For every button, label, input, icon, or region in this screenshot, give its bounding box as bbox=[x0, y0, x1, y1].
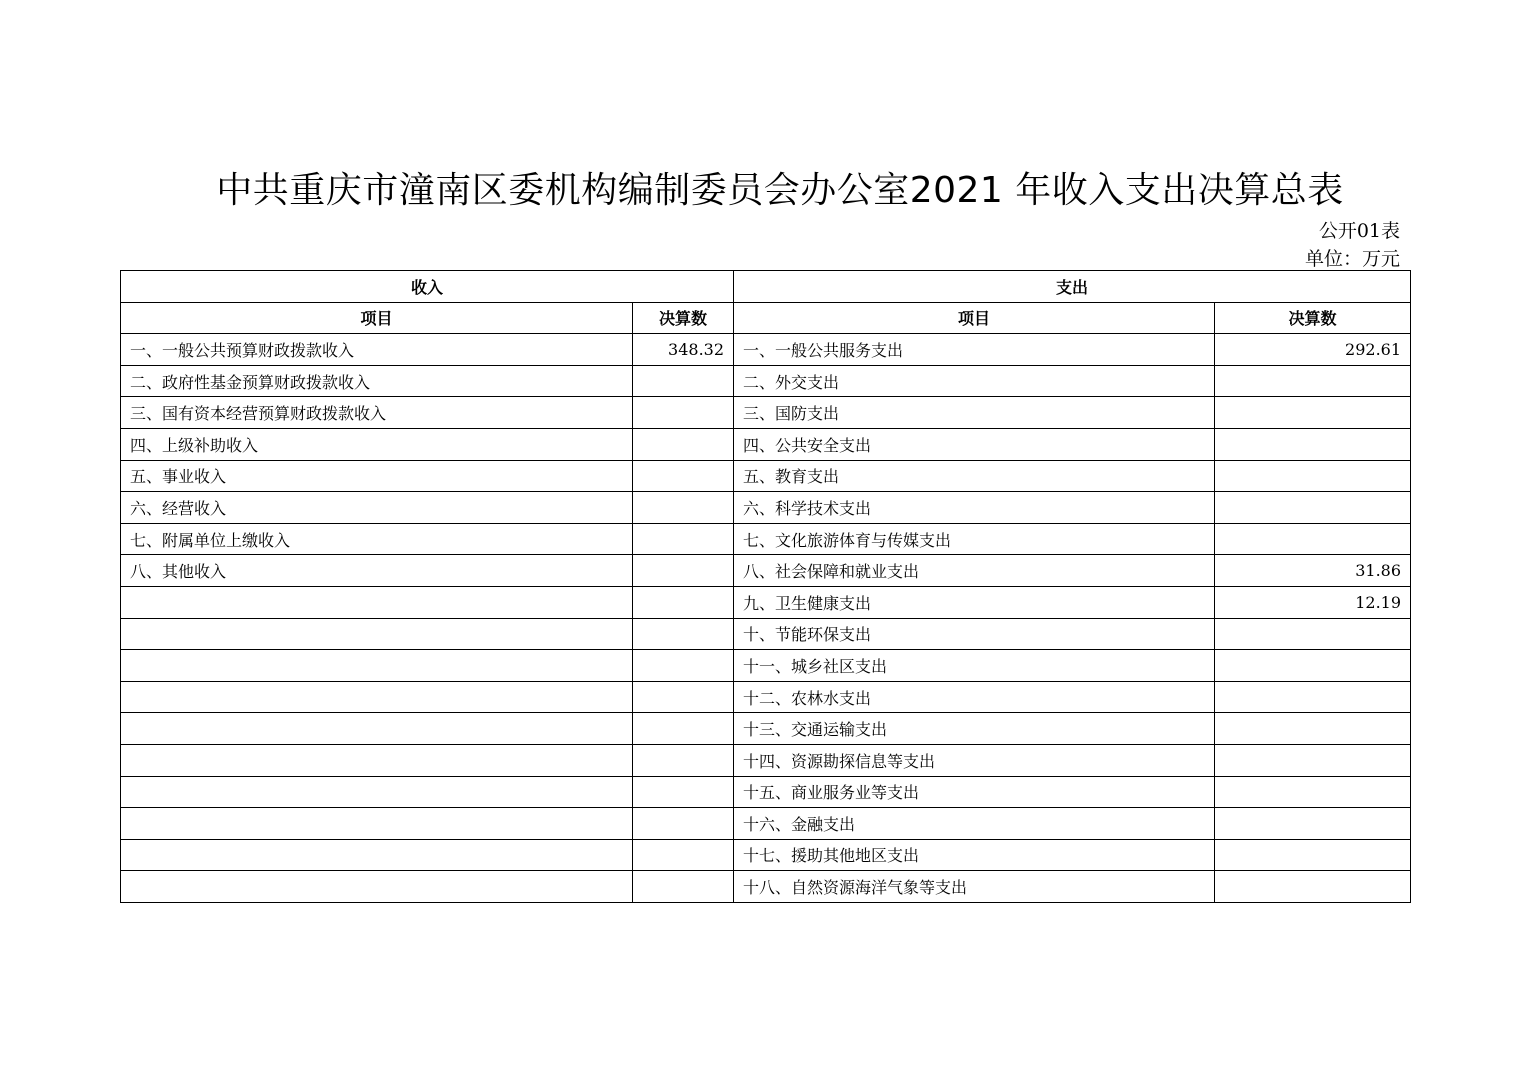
table-row bbox=[121, 650, 1411, 682]
expense-amount-cell bbox=[1215, 776, 1411, 808]
table-row bbox=[121, 365, 1411, 397]
table-row bbox=[121, 492, 1411, 524]
expense-amount-cell bbox=[1215, 365, 1411, 397]
income-item-cell bbox=[121, 618, 633, 650]
income-amount-header: 决算数 bbox=[633, 302, 734, 334]
expense-item-cell: 十一、城乡社区支出 bbox=[734, 650, 1215, 682]
expense-amount-header: 决算数 bbox=[1215, 302, 1411, 334]
expense-amount-cell: 31.86 bbox=[1215, 555, 1411, 587]
expense-amount-cell bbox=[1215, 460, 1411, 492]
expense-item-cell: 六、科学技术支出 bbox=[734, 492, 1215, 524]
expense-amount-cell bbox=[1215, 650, 1411, 682]
income-item-cell bbox=[121, 744, 633, 776]
income-amount-cell bbox=[633, 428, 734, 460]
expense-item-cell: 二、外交支出 bbox=[734, 365, 1215, 397]
income-amount-cell bbox=[633, 871, 734, 903]
column-header-row bbox=[121, 302, 1411, 334]
income-amount-cell bbox=[633, 555, 734, 587]
income-item-cell: 三、国有资本经营预算财政拨款收入 bbox=[121, 397, 633, 429]
table-row bbox=[121, 460, 1411, 492]
table-row bbox=[121, 744, 1411, 776]
expense-item-cell: 四、公共安全支出 bbox=[734, 428, 1215, 460]
table-row bbox=[121, 839, 1411, 871]
income-item-cell bbox=[121, 808, 633, 840]
income-item-cell bbox=[121, 871, 633, 903]
expense-amount-cell bbox=[1215, 713, 1411, 745]
expense-amount-cell bbox=[1215, 492, 1411, 524]
income-item-cell: 六、经营收入 bbox=[121, 492, 633, 524]
expense-header: 支出 bbox=[734, 271, 1411, 303]
income-amount-cell bbox=[633, 681, 734, 713]
expense-amount-cell bbox=[1215, 744, 1411, 776]
income-item-cell bbox=[121, 681, 633, 713]
expense-item-cell: 七、文化旅游体育与传媒支出 bbox=[734, 523, 1215, 555]
income-item-cell bbox=[121, 713, 633, 745]
expense-item-cell: 十四、资源勘探信息等支出 bbox=[734, 744, 1215, 776]
income-header: 收入 bbox=[121, 271, 734, 303]
income-amount-cell bbox=[633, 523, 734, 555]
expense-item-cell: 十八、自然资源海洋气象等支出 bbox=[734, 871, 1215, 903]
income-item-cell: 二、政府性基金预算财政拨款收入 bbox=[121, 365, 633, 397]
table-row bbox=[121, 523, 1411, 555]
table-row bbox=[121, 428, 1411, 460]
income-item-cell bbox=[121, 586, 633, 618]
income-expense-table bbox=[120, 270, 1411, 903]
expense-item-cell: 五、教育支出 bbox=[734, 460, 1215, 492]
income-amount-cell bbox=[633, 365, 734, 397]
table-row bbox=[121, 397, 1411, 429]
income-item-cell: 七、附属单位上缴收入 bbox=[121, 523, 633, 555]
expense-amount-cell bbox=[1215, 397, 1411, 429]
expense-item-cell: 一、一般公共服务支出 bbox=[734, 334, 1215, 366]
income-item-cell: 五、事业收入 bbox=[121, 460, 633, 492]
income-amount-cell bbox=[633, 650, 734, 682]
unit-label: 单位：万元 bbox=[1304, 248, 1400, 270]
income-item-cell: 八、其他收入 bbox=[121, 555, 633, 587]
income-amount-cell bbox=[633, 460, 734, 492]
income-item-cell bbox=[121, 839, 633, 871]
income-item-header: 项目 bbox=[121, 302, 633, 334]
income-amount-cell bbox=[633, 618, 734, 650]
income-amount-cell bbox=[633, 744, 734, 776]
income-amount-cell: 348.32 bbox=[633, 334, 734, 366]
expense-amount-cell bbox=[1215, 839, 1411, 871]
table-code: 公开01表 bbox=[1318, 220, 1400, 242]
expense-item-cell: 八、社会保障和就业支出 bbox=[734, 555, 1215, 587]
expense-item-cell: 十三、交通运输支出 bbox=[734, 713, 1215, 745]
table-row bbox=[121, 713, 1411, 745]
income-amount-cell bbox=[633, 586, 734, 618]
expense-item-cell: 十六、金融支出 bbox=[734, 808, 1215, 840]
expense-amount-cell bbox=[1215, 523, 1411, 555]
income-amount-cell bbox=[633, 397, 734, 429]
expense-amount-cell bbox=[1215, 681, 1411, 713]
table-row bbox=[121, 334, 1411, 366]
expense-item-cell: 九、卫生健康支出 bbox=[734, 586, 1215, 618]
table-row bbox=[121, 618, 1411, 650]
table-row bbox=[121, 586, 1411, 618]
table-row bbox=[121, 555, 1411, 587]
income-amount-cell bbox=[633, 776, 734, 808]
income-item-cell bbox=[121, 776, 633, 808]
income-amount-cell bbox=[633, 839, 734, 871]
table-row bbox=[121, 681, 1411, 713]
page-title: 中共重庆市潼南区委机构编制委员会办公室2021 年收入支出决算总表 bbox=[216, 170, 1344, 211]
income-item-cell: 四、上级补助收入 bbox=[121, 428, 633, 460]
section-header-row bbox=[121, 271, 1411, 303]
expense-item-cell: 十、节能环保支出 bbox=[734, 618, 1215, 650]
expense-item-cell: 十二、农林水支出 bbox=[734, 681, 1215, 713]
income-amount-cell bbox=[633, 808, 734, 840]
table-row bbox=[121, 871, 1411, 903]
expense-amount-cell bbox=[1215, 871, 1411, 903]
expense-amount-cell bbox=[1215, 808, 1411, 840]
expense-amount-cell bbox=[1215, 618, 1411, 650]
expense-item-cell: 十七、援助其他地区支出 bbox=[734, 839, 1215, 871]
income-amount-cell bbox=[633, 713, 734, 745]
expense-amount-cell: 12.19 bbox=[1215, 586, 1411, 618]
income-amount-cell bbox=[633, 492, 734, 524]
expense-amount-cell: 292.61 bbox=[1215, 334, 1411, 366]
expense-item-cell: 三、国防支出 bbox=[734, 397, 1215, 429]
expense-item-header: 项目 bbox=[734, 302, 1215, 334]
expense-amount-cell bbox=[1215, 428, 1411, 460]
table-row bbox=[121, 808, 1411, 840]
income-item-cell bbox=[121, 650, 633, 682]
income-item-cell: 一、一般公共预算财政拨款收入 bbox=[121, 334, 633, 366]
table-row bbox=[121, 776, 1411, 808]
expense-item-cell: 十五、商业服务业等支出 bbox=[734, 776, 1215, 808]
